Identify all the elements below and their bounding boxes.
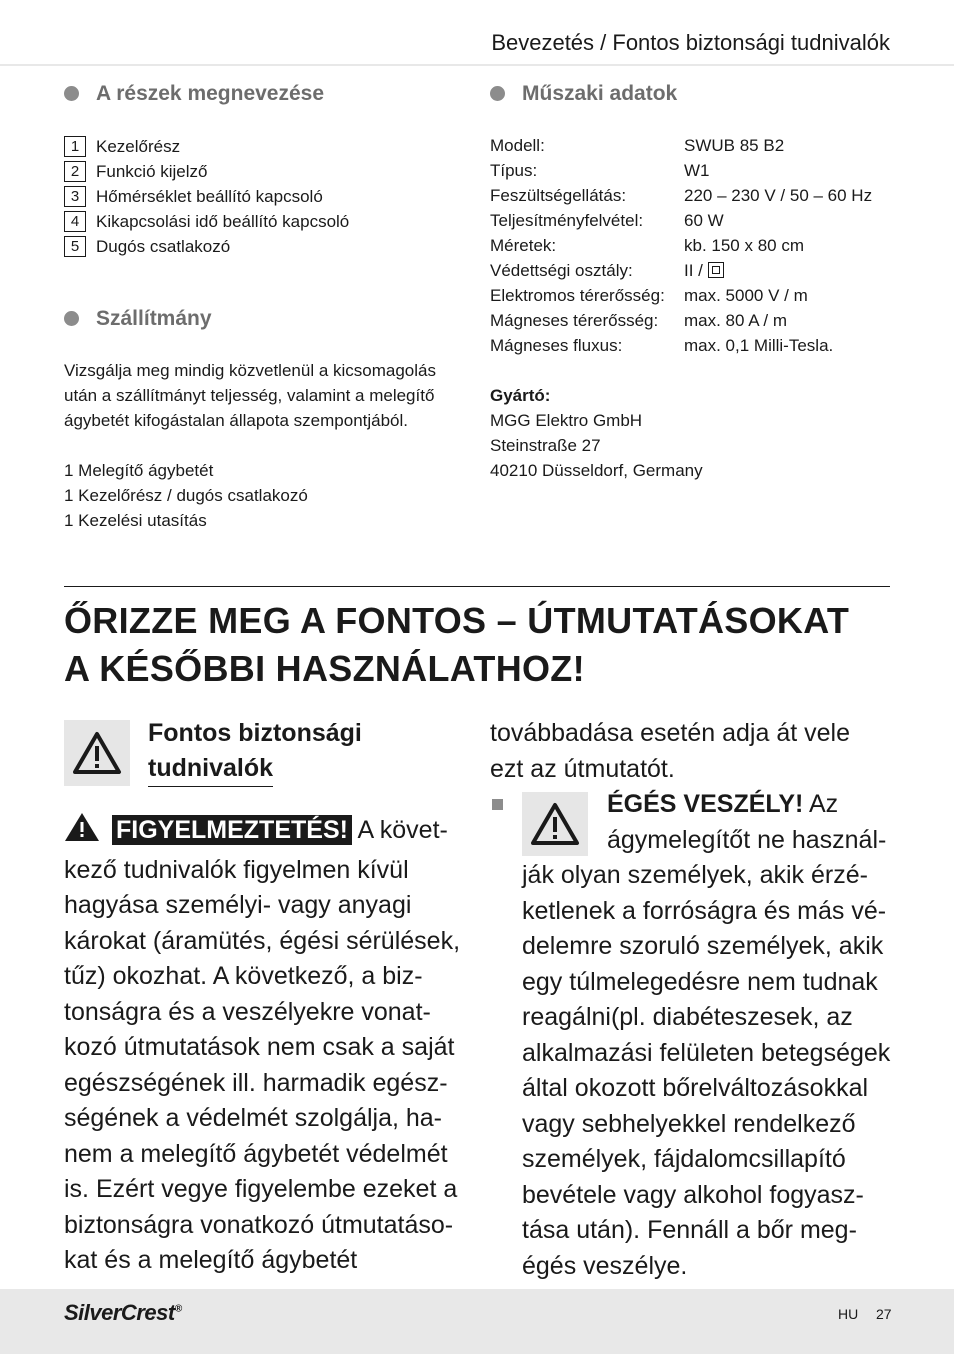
text-line: személyek, fájdalomcsillapító bbox=[522, 1145, 846, 1173]
part-label: Kezelőrész bbox=[96, 136, 181, 156]
list-item bbox=[64, 234, 349, 259]
manufacturer-title: Gyártó: bbox=[490, 386, 551, 405]
list-item: 1 Melegítő ágybetét bbox=[64, 461, 214, 480]
text-line: ják olyan személyek, akik érzé- bbox=[522, 861, 868, 889]
part-number: 1 bbox=[64, 136, 86, 157]
text-line: 40210 Düsseldorf, Germany bbox=[490, 461, 703, 480]
text-line: Az bbox=[803, 790, 839, 818]
text-line: Vizsgálja meg mindig közvetlenül a kicsomagolás bbox=[64, 361, 436, 380]
part-number: 5 bbox=[64, 236, 86, 257]
text-line: ágybetét kifogástalan állapota szempontjából. bbox=[64, 411, 409, 430]
spec-value: max. 0,1 Milli-Tesla. bbox=[684, 335, 834, 355]
warning-triangle-icon bbox=[530, 802, 580, 846]
spec-label: Feszültségellátás: bbox=[490, 185, 627, 205]
table-row bbox=[490, 183, 872, 208]
delivery-intro bbox=[64, 358, 436, 433]
text-line: után a szállítmányt teljesség, valamint a melegítő bbox=[64, 386, 435, 405]
warning-text bbox=[64, 812, 460, 1279]
text-line: ágymelegítőt ne használ- bbox=[607, 825, 887, 854]
text-line: MGG Elektro GmbH bbox=[490, 411, 643, 430]
list-item: 1 Kezelőrész / dugós csatlakozó bbox=[64, 486, 308, 505]
bullet-dot-icon bbox=[64, 311, 79, 326]
part-label: Hőmérséklet beállító kapcsoló bbox=[96, 186, 323, 206]
parts-heading: A részek megnevezése bbox=[64, 82, 324, 106]
language-code: HU bbox=[838, 1306, 859, 1322]
logo-text: SilverCrest bbox=[64, 1300, 175, 1325]
text-line: kozó útmutatások nem csak a saját bbox=[64, 1033, 455, 1061]
delivery-heading: Szállítmány bbox=[64, 307, 212, 331]
brand-logo: SilverCrest® bbox=[64, 1300, 182, 1325]
spec-value: max. 80 A / m bbox=[684, 310, 787, 330]
spec-value: SWUB 85 B2 bbox=[684, 135, 785, 155]
protection-class-text: II / bbox=[684, 260, 708, 280]
spec-label: Elektromos térerősség: bbox=[490, 285, 665, 305]
text-line: delemre szoruló személyek, akik bbox=[522, 932, 884, 960]
text-line: egészségének ill. harmadik egész- bbox=[64, 1068, 448, 1097]
text-line: A követ- bbox=[351, 816, 448, 844]
part-number: 4 bbox=[64, 211, 86, 232]
spec-label: Teljesítményfelvétel: bbox=[490, 210, 644, 230]
delivery-items bbox=[64, 458, 308, 533]
header-title: Bevezetés / Fontos biztonsági tudnivalók bbox=[491, 30, 890, 55]
heading-line: tudnivalók bbox=[148, 751, 273, 787]
text-line: károkat (áramütés, égési sérülések, bbox=[64, 926, 461, 955]
list-item bbox=[64, 209, 349, 234]
text-line: bevétele vagy alkohol fogyasz- bbox=[522, 1180, 864, 1209]
spec-label: Típus: bbox=[490, 160, 538, 180]
double-insulation-icon bbox=[708, 262, 724, 278]
spec-label: Mágneses fluxus: bbox=[490, 335, 623, 355]
page-header bbox=[0, 0, 954, 64]
list-item: 1 Kezelési utasítás bbox=[64, 511, 207, 530]
table-row bbox=[490, 308, 872, 333]
header-divider bbox=[0, 64, 954, 66]
page-title bbox=[64, 597, 849, 693]
warning-first-line bbox=[64, 812, 460, 853]
spec-value: kb. 150 x 80 cm bbox=[684, 235, 805, 255]
text-line: továbbadása esetén adja át vele bbox=[490, 719, 850, 747]
table-row bbox=[490, 233, 872, 258]
safety-heading bbox=[148, 716, 362, 787]
burn-label: ÉGÉS VESZÉLY! bbox=[607, 790, 804, 818]
bullet-dot-icon bbox=[490, 86, 505, 101]
warning-triangle-icon bbox=[64, 812, 100, 853]
text-line: kező tudnivalók figyelmen kívül bbox=[64, 855, 409, 884]
warning-label: FIGYELMEZTETÉS! bbox=[112, 815, 352, 845]
spec-label: Védettségi osztály: bbox=[490, 260, 633, 280]
title-line: ŐRIZZE MEG A FONTOS – ÚTMUTATÁSOKAT bbox=[64, 600, 850, 641]
table-row bbox=[490, 258, 872, 283]
list-item bbox=[64, 184, 349, 209]
table-row bbox=[490, 158, 872, 183]
bullet-square-icon bbox=[492, 799, 503, 810]
spec-label: Méretek: bbox=[490, 235, 557, 255]
spec-label: Mágneses térerősség: bbox=[490, 310, 659, 330]
spec-value: 60 W bbox=[684, 210, 724, 230]
part-number: 2 bbox=[64, 161, 86, 182]
text-line: biztonságra vonatkozó útmutatáso- bbox=[64, 1210, 454, 1239]
text-line: ketlenek a forróságra és más vé- bbox=[522, 896, 887, 925]
text-line: is. Ezért vegye figyelembe ezeket a bbox=[64, 1175, 458, 1203]
bullet-dot-icon bbox=[64, 86, 79, 101]
spec-value: 220 – 230 V / 50 – 60 Hz bbox=[684, 185, 873, 205]
spec-label: Modell: bbox=[490, 135, 545, 155]
text-line: ségének a védelmét szolgálja, ha- bbox=[64, 1104, 443, 1132]
text-line: nem a melegítő ágybetét védelmét bbox=[64, 1139, 448, 1168]
burn-warning-text bbox=[522, 858, 890, 1284]
text-line: ezt az útmutatót. bbox=[490, 754, 675, 783]
spec-value: max. 5000 V / m bbox=[684, 285, 808, 305]
burn-first-line bbox=[607, 787, 886, 823]
table-row bbox=[490, 283, 872, 308]
text-line: vagy sebhelyekkel rendelkező bbox=[522, 1109, 856, 1138]
part-label: Dugós csatlakozó bbox=[96, 236, 231, 256]
manufacturer-block bbox=[490, 383, 703, 483]
text-line: tonságra és a veszélyekre vonat- bbox=[64, 997, 431, 1026]
text-line: tűz) okozhat. A következő, a biz- bbox=[64, 962, 423, 990]
page-number: 27 bbox=[876, 1306, 892, 1322]
specs-table bbox=[490, 133, 872, 358]
spec-value: W1 bbox=[684, 160, 710, 180]
warning-box bbox=[64, 720, 130, 786]
list-item bbox=[64, 134, 349, 159]
heading-line: Fontos biztonsági bbox=[148, 719, 362, 747]
burn-warning-box bbox=[522, 792, 588, 856]
text-line: égés veszélye. bbox=[522, 1251, 688, 1280]
part-number: 3 bbox=[64, 186, 86, 207]
text-line: által okozott bőrelváltozásokkal bbox=[522, 1074, 869, 1102]
list-item bbox=[64, 159, 349, 184]
table-row bbox=[490, 133, 872, 158]
text-line: egy túlmelegedésre nem tudnak bbox=[522, 967, 878, 996]
text-line: tása után). Fennáll a bőr meg- bbox=[522, 1216, 857, 1244]
table-row bbox=[490, 208, 872, 233]
text-line: hagyása személyi- vagy anyagi bbox=[64, 891, 412, 919]
part-label: Funkció kijelző bbox=[96, 161, 208, 181]
spec-value bbox=[684, 258, 872, 283]
part-label: Kikapcsolási idő beállító kapcsoló bbox=[96, 211, 350, 231]
warning-triangle-icon bbox=[72, 731, 122, 775]
table-row bbox=[490, 333, 872, 358]
specs-heading: Műszaki adatok bbox=[490, 82, 677, 106]
burn-heading-text bbox=[607, 787, 886, 858]
text-line: reagálni(pl. diabéteszesek, az bbox=[522, 1003, 853, 1031]
text-line: Steinstraße 27 bbox=[490, 436, 601, 455]
text-line: alkalmazási felületen betegségek bbox=[522, 1038, 891, 1067]
section-divider bbox=[64, 586, 890, 587]
parts-list bbox=[64, 134, 349, 259]
continuation-text bbox=[490, 716, 850, 787]
title-line: A KÉSŐBBI HASZNÁLATHOZ! bbox=[64, 648, 585, 689]
text-line: kat és a melegítő ágybetét bbox=[64, 1246, 358, 1274]
